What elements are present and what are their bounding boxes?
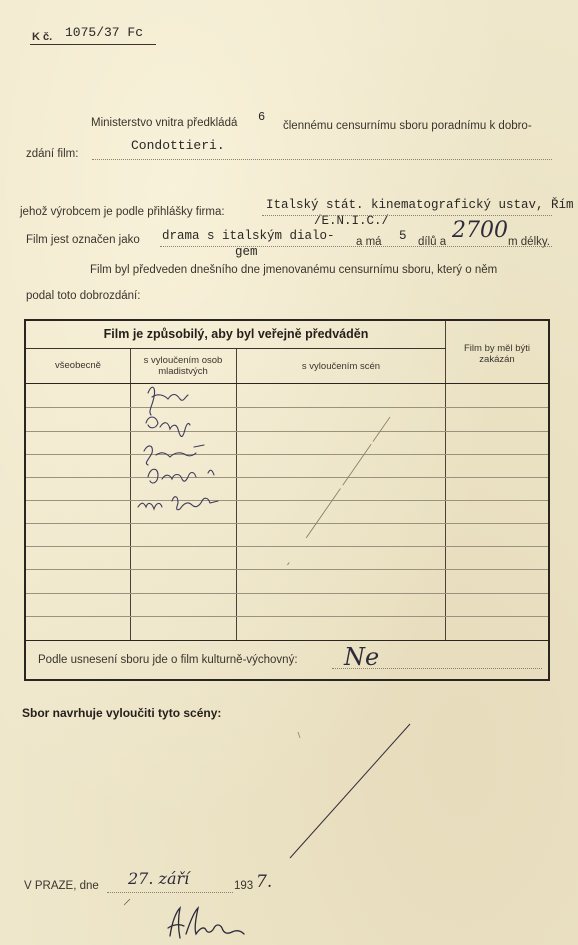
official-signature — [160, 898, 250, 944]
verdict-table — [24, 319, 550, 681]
marked-as-line2: gem — [235, 245, 258, 259]
date-handwritten: 27. září — [128, 869, 190, 888]
marking-label-acts: dílů a — [418, 236, 447, 248]
table-group-header: Film je způsobilý, aby byl veřejně předváděn — [103, 327, 369, 341]
film-label: zdání film: — [26, 148, 79, 160]
marking-label-start: Film jest označen jako — [26, 234, 140, 246]
col-general: všeobecně — [55, 360, 101, 371]
acts-count: 5 — [399, 229, 407, 243]
col-scenes: s vyloučením scén — [301, 361, 381, 372]
marking-label-has: a má — [356, 236, 382, 248]
col-minors: s vyloučením osob mladistvých — [143, 355, 223, 377]
intro-text-after: člennému censurnímu sboru poradnímu k dobro- — [283, 120, 532, 132]
table-header-bottom — [26, 383, 548, 384]
producer-firm-line2: /E.N.I.C./ — [314, 214, 390, 228]
marked-as-line1: drama s italským dialo- — [162, 229, 335, 243]
table-header-divider — [26, 348, 446, 349]
date-dotline — [107, 892, 233, 893]
film-dotline — [92, 159, 552, 160]
year-prefix: 193 — [234, 880, 254, 892]
col-banned: Film by měl býti zakázán — [464, 343, 530, 365]
producer-dotline — [262, 215, 552, 216]
place-label: V PRAZE, dne — [24, 880, 99, 892]
member-count: 6 — [258, 110, 266, 124]
producer-label: jehož výrobcem je podle přihlášky firma: — [20, 206, 225, 218]
producer-firm-line1: Italský stát. kinematografický ustav, Řím — [266, 198, 574, 212]
scenes-strike-line — [256, 411, 396, 601]
marking-label-length: m délky. — [508, 236, 550, 248]
table-culture-divider — [26, 640, 548, 641]
pen-mark — [120, 895, 134, 909]
scenes-section-strike-line — [280, 720, 420, 865]
table-row-line — [26, 407, 548, 408]
scenes-heading: Sbor navrhuje vyloučiti tyto scény: — [22, 706, 222, 720]
ref-underline — [30, 44, 156, 45]
intro-text-before: Ministerstvo vnitra předkládá — [91, 117, 238, 129]
culture-answer: Ne — [344, 643, 380, 671]
screening-line1: Film byl předveden dnešního dne jmenovanému censurnímu sboru, který o něm — [90, 264, 498, 276]
film-length: 2700 — [452, 218, 508, 243]
marking-dotline — [160, 246, 552, 247]
culture-label: Podle usnesení sboru jde o film kulturně-výchovný: — [38, 654, 298, 666]
member-signatures — [134, 377, 244, 517]
table-row-line — [26, 616, 548, 617]
table-vline — [130, 349, 131, 641]
ref-prefix: K č. — [32, 31, 53, 43]
ref-number: 1075/37 Fc — [65, 25, 144, 40]
culture-dotline — [332, 668, 542, 669]
year-digit: 7. — [256, 872, 273, 892]
film-title: Condottieri. — [131, 138, 225, 153]
screening-line2: podal toto dobrozdání: — [26, 290, 141, 302]
